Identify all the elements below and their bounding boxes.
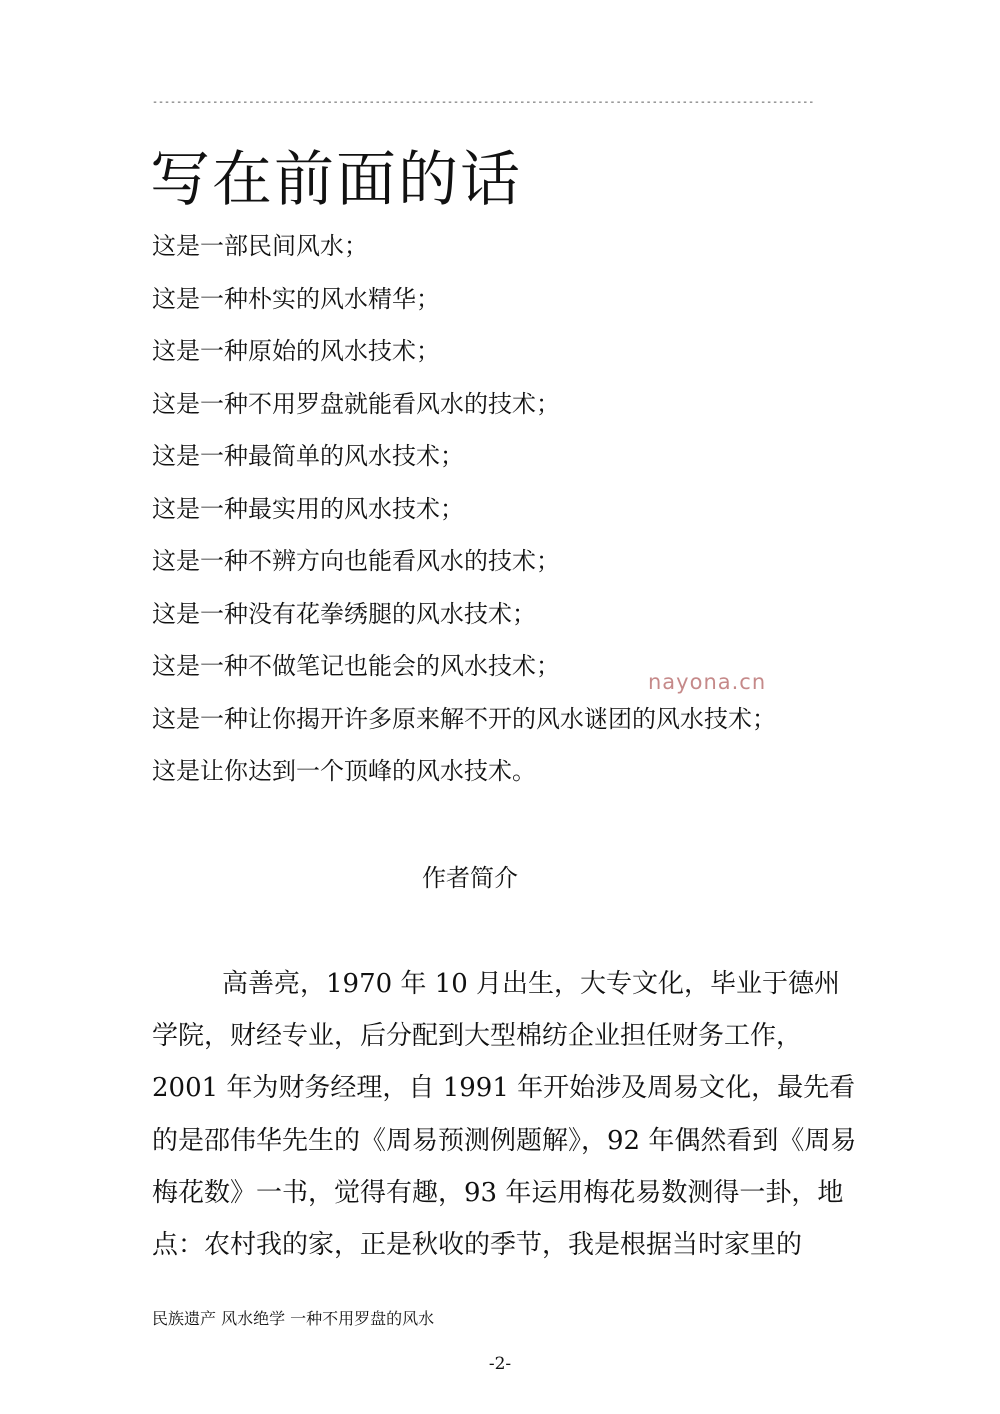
page-title: 写在前面的话 [150,145,522,215]
intro-line: 这是一种没有花拳绣腿的风水技术； [152,599,536,628]
intro-line: 这是一种最实用的风水技术； [152,494,464,523]
page-number: -2- [488,1354,512,1374]
watermark: nayona.cn [648,670,767,694]
intro-line: 这是一种让你揭开许多原来解不开的风水谜团的风水技术； [152,704,776,733]
header-dashed-rule: -------------------------------------------------------------------------------------------------------------- [152,97,815,108]
intro-line: 这是一种朴实的风水精华； [152,284,440,313]
intro-line: 这是一种不用罗盘就能看风水的技术； [152,389,560,418]
intro-line: 这是一部民间风水； [152,232,368,260]
bio-line: 梅花数》一书，觉得有趣，93 年运用梅花易数测得一卦，地 [152,1177,844,1208]
bio-line: 2001 年为财务经理，自 1991 年开始涉及周易文化，最先看 [152,1073,856,1104]
bio-line: 高善亮，1970 年 10 月出生，大专文化，毕业于德州 [222,969,841,999]
author-intro-heading: 作者简介 [422,864,518,892]
intro-line: 这是一种最简单的风水技术； [152,442,464,470]
intro-line: 这是一种不辨方向也能看风水的技术； [152,547,560,575]
intro-lines-list [152,220,872,798]
bio-line: 的是邵伟华先生的《周易预测例题解》，92 年偶然看到《周易 [152,1125,857,1156]
footer-book-title: 民族遗产 风水绝学 一种不用罗盘的风水 [152,1309,435,1328]
bio-line: 点：农村我的家，正是秋收的季节，我是根据当时家里的 [152,1229,803,1260]
intro-line: 这是一种不做笔记也能会的风水技术； [152,652,560,680]
bio-line: 学院，财经专业，后分配到大型棉纺企业担任财务工作， [152,1021,803,1052]
intro-line: 这是一种原始的风水技术； [152,337,440,365]
author-bio-paragraph [152,958,857,1271]
intro-line: 这是让你达到一个顶峰的风水技术。 [152,757,536,785]
